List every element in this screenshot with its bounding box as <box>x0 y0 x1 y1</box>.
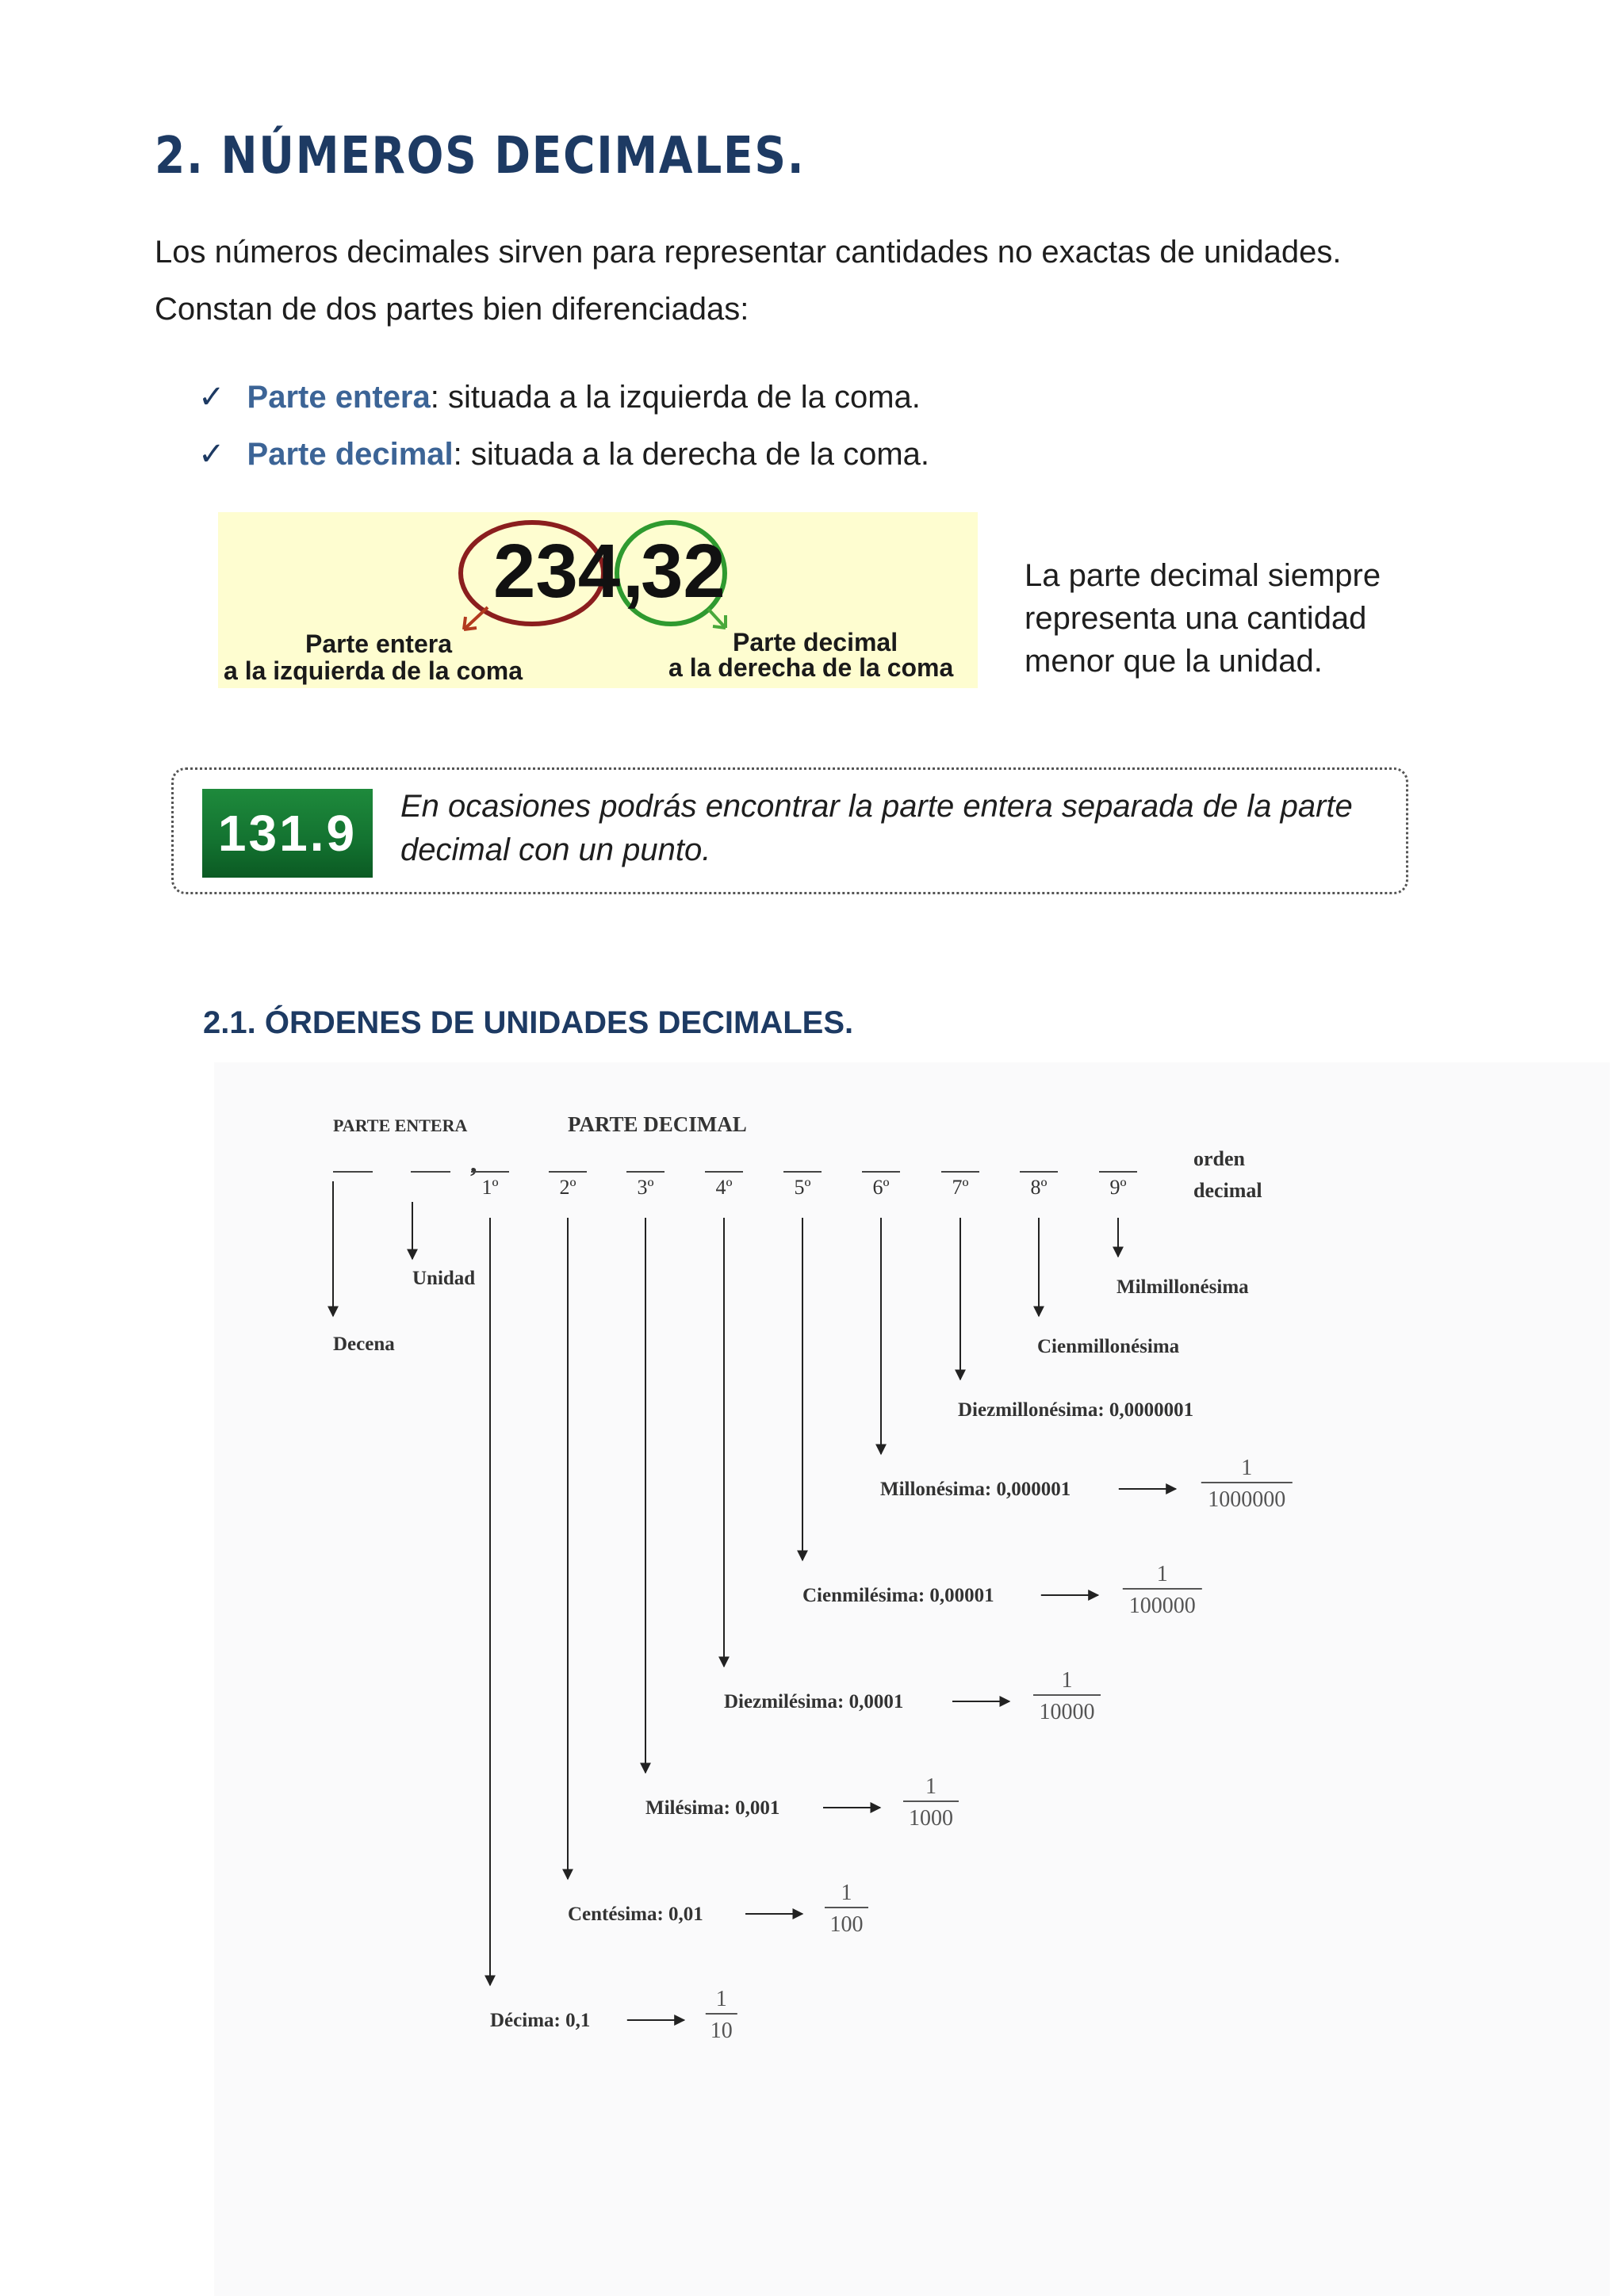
position-label: 9º <box>1109 1176 1127 1199</box>
point-note-line-2: decimal con un punto. <box>400 832 711 867</box>
fraction-denominator: 10 <box>710 2019 733 2043</box>
fraction-numerator: 1 <box>1156 1562 1168 1586</box>
position-label: 6º <box>872 1176 890 1199</box>
order-name: Diezmillonésima: 0,0000001 <box>958 1399 1194 1421</box>
order-name: Décima: 0,1 <box>490 2010 591 2031</box>
illustration-integer: 234 <box>493 529 621 614</box>
position-label: 3º <box>637 1176 654 1199</box>
order-name: Centésima: 0,01 <box>568 1904 703 1925</box>
side-note-line-2: representa una cantidad <box>1025 601 1367 636</box>
bullet-term: Parte decimal <box>247 437 454 472</box>
bullet-text: : situada a la derecha de la coma. <box>453 437 930 472</box>
order-name: Diezmilésima: 0,0001 <box>724 1691 904 1712</box>
check-icon: ✓ <box>198 436 225 473</box>
order-name: Milésima: 0,001 <box>645 1797 780 1819</box>
fraction-denominator: 1000000 <box>1208 1487 1286 1512</box>
illustration-comma: , <box>622 529 644 614</box>
order-name: Cienmilésima: 0,00001 <box>802 1585 994 1606</box>
header-decimal: PARTE DECIMAL <box>568 1112 747 1136</box>
fraction-numerator: 1 <box>841 1881 852 1905</box>
side-note-line-3: menor que la unidad. <box>1025 644 1323 679</box>
page-title: 2. NÚMEROS DECIMALES. <box>155 127 806 186</box>
side-note-line-1: La parte decimal siempre <box>1025 558 1381 593</box>
illustration-decimal: 32 <box>641 529 726 614</box>
order-label-1: orden <box>1193 1147 1245 1170</box>
right-label-2: a la derecha de la coma <box>668 653 954 682</box>
order-label-2: decimal <box>1193 1179 1262 1202</box>
unit-label-decena: Decena <box>333 1334 395 1355</box>
left-label-1: Parte entera <box>305 629 452 658</box>
position-label: 1º <box>481 1176 499 1199</box>
order-name: Milmillonésima <box>1116 1276 1249 1298</box>
bullet-term: Parte entera <box>247 380 431 415</box>
point-note-line-1: En ocasiones podrás encontrar la parte entera separada de la parte <box>400 789 1353 824</box>
section-subtitle: 2.1. ÓRDENES DE UNIDADES DECIMALES. <box>203 1005 854 1040</box>
fraction-numerator: 1 <box>715 1987 727 2011</box>
position-label: 2º <box>559 1176 576 1199</box>
svg-text:,: , <box>470 1149 477 1178</box>
position-label: 8º <box>1030 1176 1048 1199</box>
unit-label-unidad: Unidad <box>412 1268 476 1289</box>
check-icon: ✓ <box>198 379 225 415</box>
position-label: 4º <box>715 1176 733 1199</box>
fraction-numerator: 1 <box>925 1774 936 1799</box>
fraction-denominator: 10000 <box>1039 1700 1095 1724</box>
right-label-1: Parte decimal <box>733 628 898 656</box>
header-integer: PARTE ENTERA <box>333 1115 468 1135</box>
intro-line-2: Constan de dos partes bien diferenciadas: <box>155 292 749 327</box>
decimal-point-badge: 131.9 <box>202 789 373 878</box>
bullet-text: : situada a la izquierda de la coma. <box>430 380 921 415</box>
fraction-denominator: 100000 <box>1128 1594 1196 1618</box>
fraction-denominator: 1000 <box>909 1806 953 1831</box>
order-name: Cienmillonésima <box>1037 1336 1180 1357</box>
fraction-numerator: 1 <box>1061 1668 1073 1693</box>
order-name: Millonésima: 0,000001 <box>880 1479 1071 1500</box>
position-label: 5º <box>794 1176 811 1199</box>
fraction-denominator: 100 <box>829 1912 864 1937</box>
position-label: 7º <box>952 1176 969 1199</box>
left-label-2: a la izquierda de la coma <box>224 656 523 685</box>
fraction-numerator: 1 <box>1241 1456 1253 1480</box>
intro-line-1: Los números decimales sirven para representar cantidades no exactas de unidades. <box>155 235 1342 270</box>
